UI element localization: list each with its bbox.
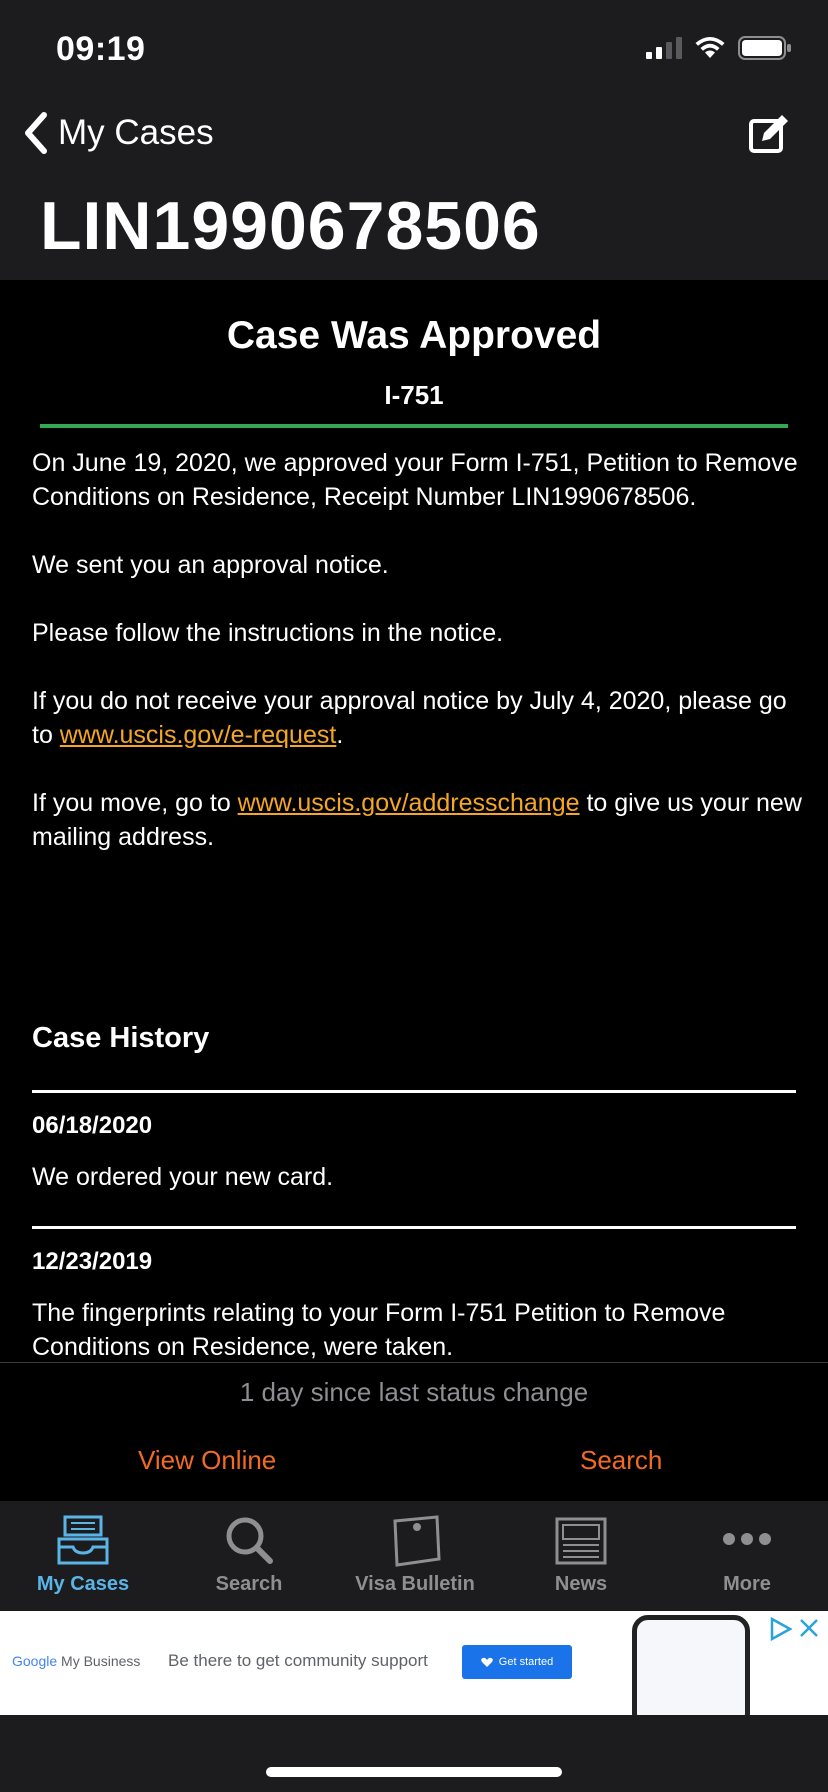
case-description — [32, 446, 802, 888]
chevron-left-icon — [22, 111, 50, 155]
compose-icon — [748, 113, 790, 155]
history-text: We ordered your new card. — [32, 1163, 334, 1191]
history-date: 12/23/2019 — [32, 1248, 153, 1275]
ellipsis-icon — [719, 1515, 775, 1565]
ad-product: My Business — [61, 1653, 141, 1669]
ad-banner[interactable] — [0, 1611, 828, 1715]
tab-label: News — [554, 1573, 608, 1595]
edit-button[interactable] — [748, 113, 790, 160]
tab-label: More — [723, 1573, 771, 1595]
tab-label: Visa Bulletin — [355, 1573, 475, 1595]
home-indicator-area — [0, 1715, 828, 1792]
newspaper-icon — [553, 1515, 609, 1565]
status-change-bar — [0, 1362, 828, 1422]
history-divider — [32, 1090, 796, 1093]
ad-close-icon[interactable] — [798, 1617, 820, 1639]
paragraph-text: to give us your new mailing address. — [32, 789, 802, 851]
search-button[interactable]: Search — [580, 1445, 663, 1475]
action-bar — [0, 1421, 828, 1501]
google-wordmark: Google — [12, 1653, 58, 1669]
cellular-signal-icon — [646, 37, 682, 59]
ad-choices-icon[interactable] — [768, 1617, 792, 1641]
tab-news[interactable] — [498, 1501, 664, 1611]
paragraph-text: If you do not receive your approval notice by July 4, 2020, please go to — [32, 687, 787, 749]
status-icons — [646, 36, 792, 60]
description-paragraph — [32, 786, 802, 854]
back-button-label: My Cases — [58, 113, 214, 152]
battery-icon — [738, 36, 792, 60]
home-indicator[interactable] — [266, 1767, 562, 1777]
bulletin-icon — [387, 1515, 443, 1567]
heart-icon — [481, 1657, 493, 1668]
tab-my-cases[interactable] — [0, 1501, 166, 1611]
description-paragraph: Please follow the instructions in the notice. — [32, 619, 504, 647]
paragraph-text: If you move, go to — [32, 789, 238, 817]
ad-phone-image — [632, 1615, 750, 1715]
days-since-status-change: 1 day since last status change — [239, 1377, 589, 1407]
description-paragraph — [32, 684, 802, 752]
tab-bar — [0, 1501, 828, 1611]
status-divider — [40, 424, 788, 428]
magnifier-icon — [224, 1515, 274, 1565]
navigation-bar — [0, 95, 828, 281]
inbox-icon — [55, 1515, 111, 1565]
tab-more[interactable] — [664, 1501, 828, 1611]
ad-text: Be there to get community support — [168, 1651, 428, 1670]
ad-get-started-button[interactable] — [462, 1645, 572, 1679]
paragraph-text: . — [336, 721, 344, 749]
tab-label: Search — [215, 1573, 283, 1595]
tab-search[interactable] — [166, 1501, 332, 1611]
case-number-title: LIN1990678506 — [40, 188, 541, 264]
status-time: 09:19 — [56, 30, 146, 68]
description-paragraph: On June 19, 2020, we approved your Form I-751, Petition to Remove Conditions on Residence, Receipt Number LIN1990678506. — [32, 449, 798, 511]
case-history-title: Case History — [32, 1022, 210, 1054]
status-bar — [0, 0, 828, 95]
ad-brand — [12, 1653, 140, 1669]
form-type: I-751 — [384, 380, 444, 410]
history-date: 06/18/2020 — [32, 1112, 153, 1139]
wifi-icon — [694, 36, 726, 60]
case-detail-content[interactable] — [0, 280, 828, 1362]
description-paragraph: We sent you an approval notice. — [32, 551, 389, 579]
history-text: The fingerprints relating to your Form I-751 Petition to Remove Conditions on Residence, were taken. — [32, 1299, 726, 1361]
e-request-link[interactable]: www.uscis.gov/e-request — [59, 721, 337, 749]
ad-button-label: Get started — [498, 1656, 554, 1668]
tab-visa-bulletin[interactable] — [332, 1501, 498, 1611]
history-divider — [32, 1226, 796, 1229]
address-change-link[interactable]: www.uscis.gov/addresschange — [237, 789, 580, 817]
case-status-title: Case Was Approved — [226, 314, 602, 357]
tab-label: My Cases — [36, 1573, 130, 1595]
back-button[interactable] — [22, 111, 214, 155]
view-online-button[interactable]: View Online — [138, 1445, 277, 1475]
